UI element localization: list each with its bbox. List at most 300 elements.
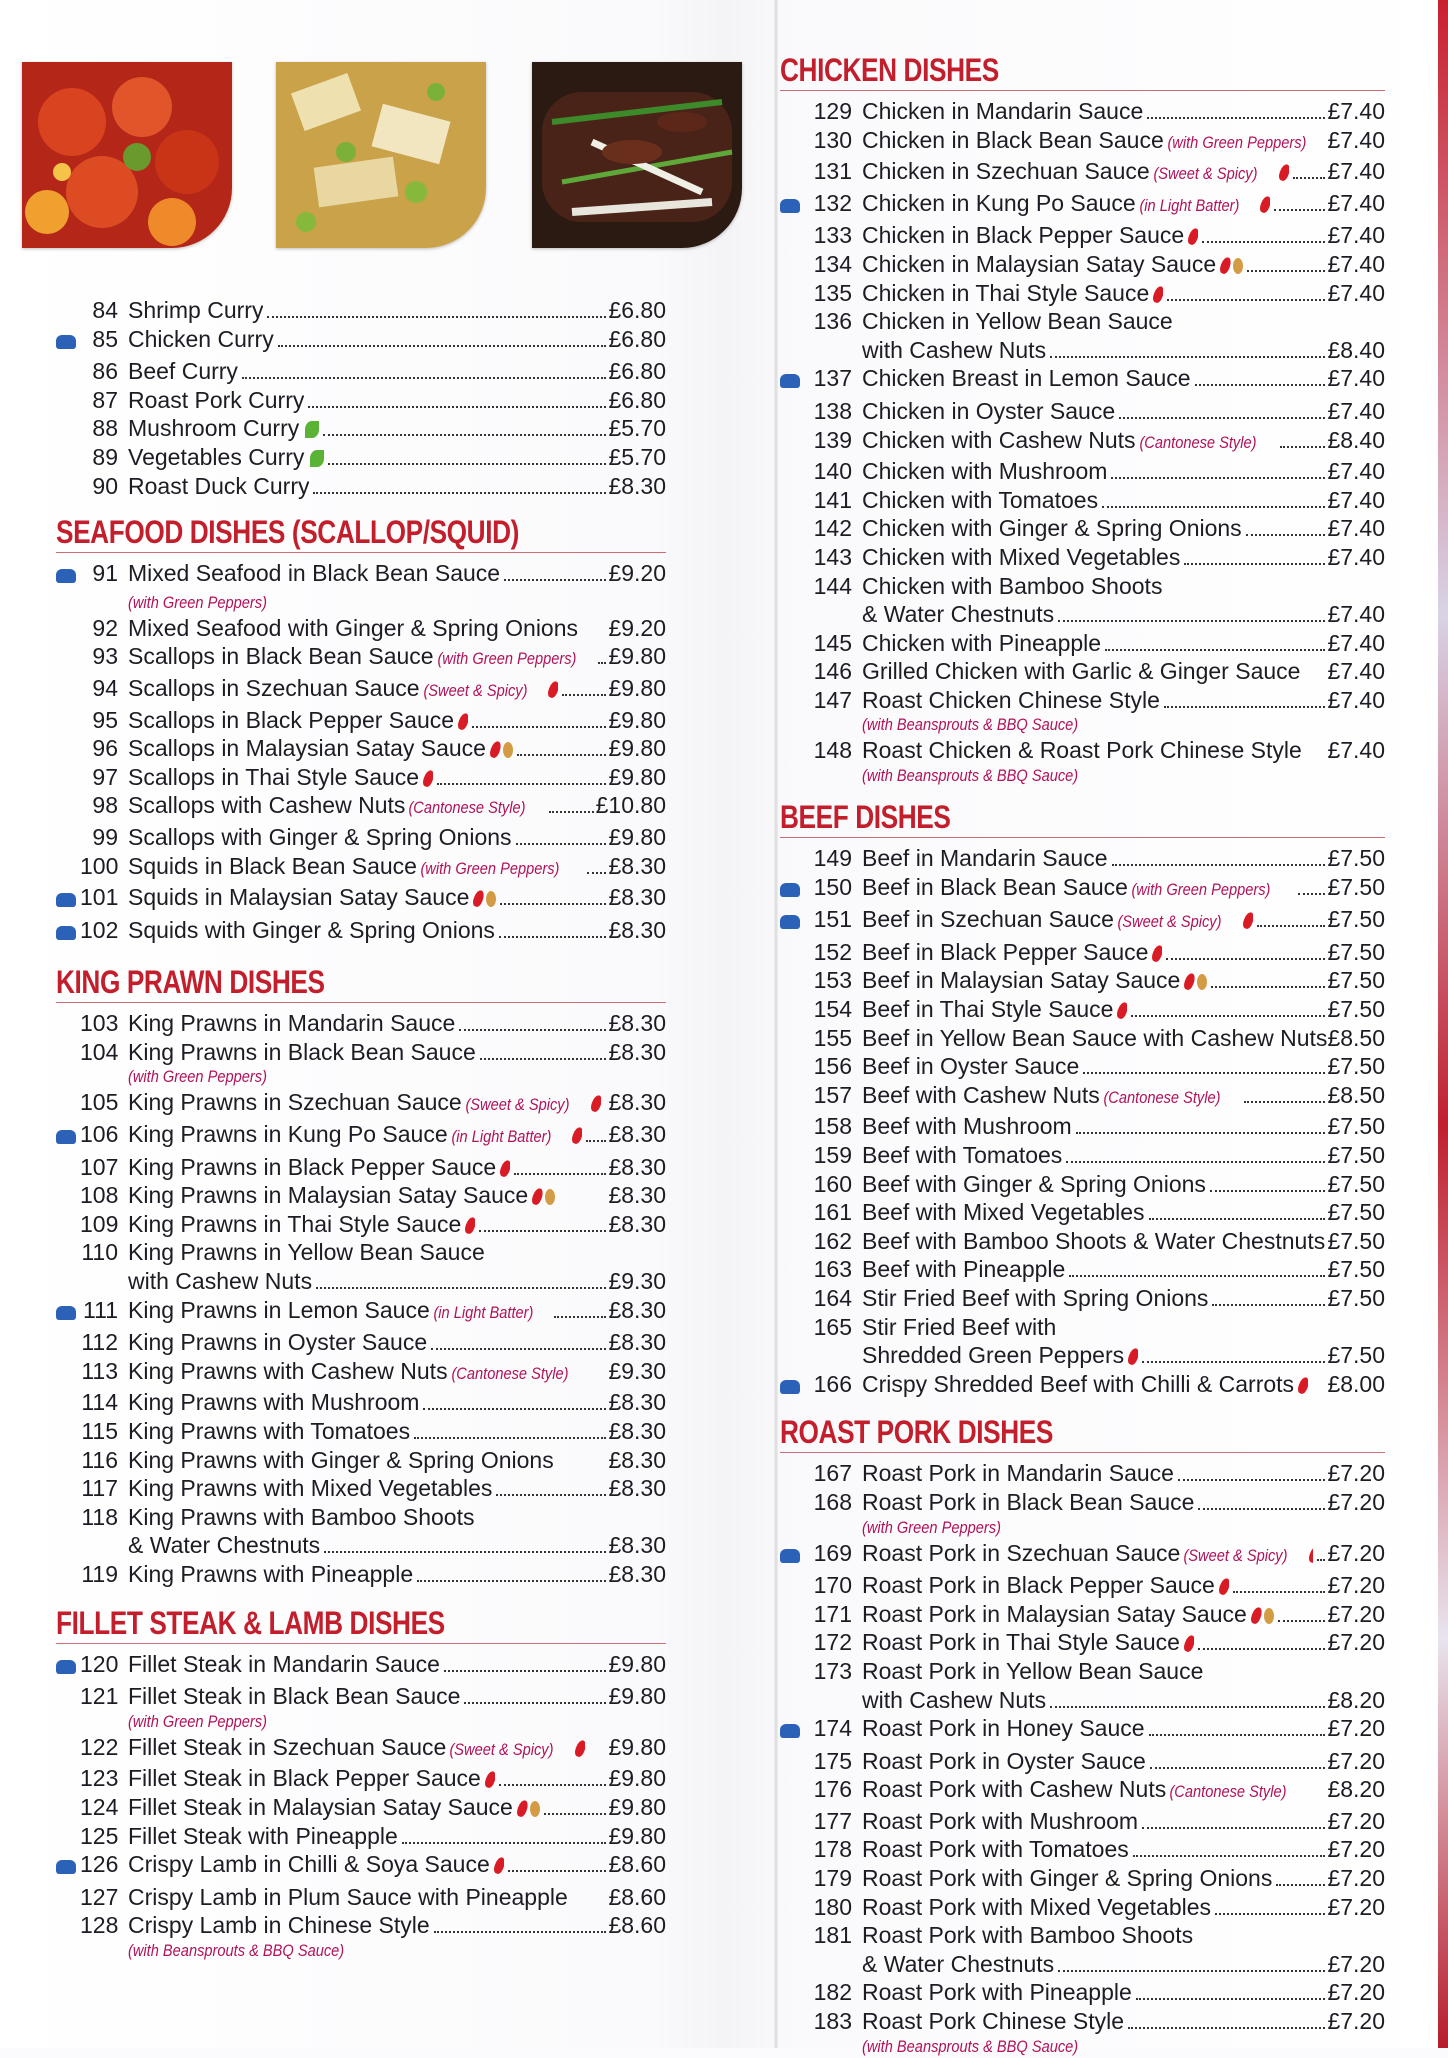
chili-icon: [421, 769, 433, 788]
item-number: 158: [813, 1113, 852, 1140]
menu-item: [780, 1864, 1385, 1893]
item-name: Scallops in Thai Style Sauce: [128, 763, 433, 792]
item-number: 152: [813, 938, 852, 965]
item-name: King Prawns in Black Bean Sauce: [128, 1038, 476, 1065]
item-name: Roast Pork with Mushroom: [862, 1807, 1139, 1834]
item-note: (in Light Batter): [451, 1127, 552, 1147]
item-price: £7.50: [1327, 1342, 1385, 1369]
item-name: Beef with Pineapple: [862, 1256, 1066, 1283]
dot-leader: [464, 1702, 606, 1704]
dot-leader: [459, 1029, 606, 1031]
dot-leader: [1233, 1591, 1326, 1593]
item-number: 163: [813, 1256, 852, 1283]
menu-item: [780, 1714, 1385, 1747]
chef-hat-icon: [56, 335, 76, 349]
item-price: £7.50: [1327, 996, 1385, 1023]
menu-item: [780, 736, 1385, 765]
menu-item: [56, 1357, 666, 1389]
item-name: Beef with Mixed Vegetables: [862, 1199, 1145, 1226]
section-title: KING PRAWN DISHES: [56, 964, 325, 1001]
menu-item: [56, 734, 666, 763]
peanut-icon: [1233, 258, 1243, 274]
dot-leader: [508, 1870, 607, 1872]
item-name: Chicken with Mushroom: [862, 458, 1108, 485]
item-number: 114: [81, 1389, 118, 1416]
menu-item: [56, 1682, 666, 1711]
item-price: £7.20: [1327, 1807, 1385, 1834]
item-price: £7.40: [1327, 515, 1385, 542]
item-number: 123: [80, 1765, 119, 1792]
item-number: 101: [80, 884, 119, 911]
menu-item: [780, 1170, 1385, 1199]
item-price: £7.40: [1327, 543, 1385, 570]
item-number: 109: [80, 1210, 119, 1237]
chef-recommend-slot: [56, 887, 80, 916]
item-price: £8.30: [608, 1153, 666, 1180]
menu-item: [56, 1153, 666, 1182]
item-name: Beef in Mandarin Sauce: [862, 845, 1108, 872]
chef-hat-icon: [56, 569, 76, 583]
item-name: Roast Pork in Honey Sauce: [862, 1715, 1145, 1742]
item-price: £8.50: [1327, 1081, 1385, 1108]
menu-item: [56, 1883, 666, 1912]
item-name: Roast Duck Curry: [128, 472, 310, 499]
item-price: £7.50: [1327, 938, 1385, 965]
menu-item: [56, 357, 666, 386]
item-name: Chicken in Thai Style Sauce: [862, 279, 1163, 308]
item-name: King Prawns with Mixed Vegetables: [128, 1475, 493, 1502]
chef-hat-icon: [780, 1549, 800, 1563]
dot-leader: [444, 1670, 607, 1672]
dot-leader: [1131, 1015, 1325, 1017]
dot-leader: [1058, 620, 1325, 622]
dot-leader: [417, 1580, 606, 1582]
menu-item: [56, 1388, 666, 1417]
dot-leader: [242, 377, 607, 379]
dot-leader: [1198, 1508, 1325, 1510]
menu-item: [780, 1747, 1385, 1776]
item-note: (with Green Peppers): [1167, 132, 1307, 152]
dot-leader: [313, 492, 606, 494]
item-price: £9.30: [608, 1268, 666, 1295]
item-number: 178: [813, 1836, 852, 1863]
menu-item: [56, 592, 666, 614]
item-number: 129: [813, 98, 852, 124]
item-price: £8.60: [608, 1883, 666, 1910]
dot-leader: [554, 1316, 606, 1318]
item-price: £7.40: [1327, 601, 1385, 628]
item-price: £8.30: [608, 852, 666, 879]
item-name: Mixed Seafood with Ginger & Spring Onions: [128, 614, 579, 641]
chili-icon: [1182, 1634, 1194, 1653]
menu-item: [780, 1600, 1385, 1629]
item-price: £8.00: [1327, 1370, 1385, 1397]
item-number: 157: [813, 1081, 852, 1108]
item-price: £7.40: [1327, 629, 1385, 656]
menu-item: [56, 1009, 666, 1038]
item-price: £8.30: [608, 472, 666, 499]
dot-leader: [1257, 925, 1326, 927]
item-price: £8.30: [608, 1210, 666, 1237]
dot-leader: [308, 406, 606, 408]
chef-recommend-slot: [780, 193, 804, 222]
dot-leader: [500, 903, 606, 905]
item-name: Roast Pork in Yellow Bean Sauce: [862, 1657, 1204, 1684]
dot-leader: [472, 726, 606, 728]
menu-item: [56, 1120, 666, 1153]
menu-item: [780, 938, 1385, 967]
menu-item: [780, 1313, 1385, 1342]
item-price: £7.50: [1327, 1113, 1385, 1140]
section-title: FILLET STEAK & LAMB DISHES: [56, 1604, 445, 1641]
item-name: King Prawns in Thai Style Sauce: [128, 1210, 475, 1239]
menu-item: [780, 1571, 1385, 1600]
chili-icon: [589, 1094, 601, 1113]
item-price: £8.30: [608, 916, 666, 943]
item-number: 131: [813, 158, 852, 185]
section-heading-block: [780, 50, 1385, 91]
item-name: Squids with Ginger & Spring Onions: [128, 916, 495, 943]
chili-icon: [547, 680, 559, 699]
item-number: 135: [813, 279, 852, 306]
item-number: 112: [81, 1329, 118, 1356]
dot-leader: [1164, 706, 1326, 708]
item-name: Chicken with Mixed Vegetables: [862, 543, 1181, 570]
menu-item: [780, 1370, 1385, 1403]
chili-icon: [1249, 1606, 1263, 1625]
menu-item: [56, 614, 666, 643]
dot-leader: [437, 783, 606, 785]
item-name-continued: Shredded Green Peppers: [862, 1341, 1138, 1370]
chili-icon: [492, 1856, 504, 1875]
item-price: £7.40: [1327, 397, 1385, 424]
dot-leader: [328, 463, 606, 465]
dot-leader: [1058, 1970, 1325, 1972]
item-number: 142: [813, 515, 852, 542]
dot-leader: [1293, 177, 1326, 179]
menu-item: [780, 1978, 1385, 2007]
menu-item: [780, 1517, 1385, 1539]
dot-leader: [1149, 1218, 1326, 1220]
item-price: £8.30: [608, 1532, 666, 1559]
menu-item: [780, 364, 1385, 397]
item-price: £7.40: [1327, 222, 1385, 249]
item-name: Chicken in Oyster Sauce: [862, 397, 1116, 424]
chef-recommend-slot: [56, 1854, 80, 1883]
menu-item: [56, 823, 666, 852]
item-number: 103: [80, 1010, 119, 1037]
chili-icon: [1116, 1001, 1128, 1020]
menu-item: [56, 1417, 666, 1446]
peanut-icon: [1264, 1608, 1274, 1624]
dot-leader: [1119, 417, 1325, 419]
dot-leader: [504, 579, 606, 581]
item-number: 116: [81, 1446, 118, 1473]
item-note: (Cantonese Style): [1103, 1087, 1221, 1107]
chef-hat-icon: [780, 1724, 800, 1738]
item-price: £7.20: [1327, 1600, 1385, 1627]
menu-item: [780, 157, 1385, 189]
item-price: £7.20: [1327, 2008, 1385, 2035]
item-price: £8.60: [608, 1851, 666, 1878]
menu-item: [56, 791, 666, 823]
item-price: £7.20: [1327, 1865, 1385, 1892]
item-name: King Prawns in Yellow Bean Sauce: [128, 1239, 485, 1266]
item-number: 167: [813, 1460, 852, 1487]
item-price: £9.80: [608, 735, 666, 762]
chef-hat-icon: [56, 893, 76, 907]
item-number: 124: [80, 1793, 119, 1820]
dot-leader: [1244, 1101, 1326, 1103]
dot-leader: [431, 1348, 606, 1350]
item-price: £8.20: [1327, 1686, 1385, 1713]
item-price: £7.50: [1327, 1053, 1385, 1080]
menu-item: [56, 559, 666, 592]
item-number: 161: [813, 1199, 852, 1226]
item-price: £7.40: [1327, 158, 1385, 185]
menu-item: [56, 443, 666, 472]
item-price: £8.30: [608, 1560, 666, 1587]
item-price: £7.20: [1327, 1715, 1385, 1742]
menu-item: [780, 1198, 1385, 1227]
item-number: 120: [80, 1650, 119, 1677]
menu-item: [780, 2036, 1385, 2058]
item-name: Roast Pork with Mixed Vegetables: [862, 1893, 1212, 1920]
item-name: King Prawns with Cashew Nuts (Cantonese Style): [128, 1357, 588, 1389]
item-name: Beef in Black Pepper Sauce: [862, 938, 1162, 967]
menu-item: [56, 1940, 666, 1962]
dot-leader: [423, 1408, 606, 1410]
item-subnote: (with Green Peppers): [862, 1517, 1001, 1537]
item-number: 174: [813, 1715, 852, 1742]
chef-hat-icon: [780, 199, 800, 213]
dot-leader: [316, 1287, 606, 1289]
item-price: £7.20: [1327, 1572, 1385, 1599]
item-name: Roast Pork with Tomatoes: [862, 1836, 1129, 1863]
item-number: 126: [80, 1851, 119, 1878]
chili-icon: [1277, 163, 1289, 182]
chili-icon: [531, 1187, 545, 1206]
dot-leader: [1166, 958, 1325, 960]
item-number: 171: [813, 1600, 852, 1627]
chili-icon: [1296, 1376, 1308, 1395]
menu-item: [780, 221, 1385, 250]
item-price: £8.50: [1327, 1024, 1385, 1051]
item-number: 121: [80, 1683, 119, 1710]
item-number: 91: [92, 560, 118, 587]
item-number: 86: [92, 358, 118, 385]
item-price: £9.80: [608, 1822, 666, 1849]
chef-recommend-slot: [780, 1718, 804, 1747]
item-price: £7.20: [1327, 1539, 1385, 1566]
item-name: Beef in Yellow Bean Sauce with Cashew Nuts: [862, 1024, 1328, 1051]
dot-leader: [1210, 1190, 1326, 1192]
item-name: Roast Pork in Mandarin Sauce: [862, 1460, 1174, 1487]
item-number: 145: [813, 629, 852, 656]
item-number: 96: [92, 735, 118, 762]
item-name-continued: with Cashew Nuts: [862, 336, 1047, 363]
dot-leader: [323, 434, 606, 436]
peanut-icon: [486, 891, 496, 907]
item-name: King Prawns in Oyster Sauce: [128, 1329, 428, 1356]
item-name: Chicken in Black Bean Sauce (with Green Peppers): [862, 126, 1327, 158]
chili-icon: [1183, 972, 1197, 991]
item-number: 153: [813, 967, 852, 994]
item-price: £9.80: [608, 1650, 666, 1677]
dot-leader: [1212, 1304, 1325, 1306]
chef-hat-icon: [56, 926, 76, 940]
menu-item: [56, 916, 666, 949]
item-price: £7.50: [1327, 873, 1385, 900]
item-name: Fillet Steak in Malaysian Satay Sauce: [128, 1793, 540, 1822]
menu-item: [780, 572, 1385, 601]
item-price: £8.40: [1327, 336, 1385, 363]
menu-item: [780, 1052, 1385, 1081]
item-name: Scallops in Black Bean Sauce (with Green Peppers): [128, 642, 594, 674]
item-price: £9.80: [608, 1793, 666, 1820]
item-number: 118: [81, 1503, 118, 1530]
item-number: 136: [813, 308, 852, 335]
left-menu-column: [56, 296, 666, 1962]
item-name: King Prawns with Bamboo Shoots: [128, 1503, 475, 1530]
menu-item: [56, 325, 666, 358]
menu-item: [56, 1038, 666, 1067]
chef-hat-icon: [780, 374, 800, 388]
menu-item: [780, 1835, 1385, 1864]
dot-leader: [1198, 1648, 1326, 1650]
item-price: £8.30: [608, 1010, 666, 1037]
item-name: Crispy Shredded Beef with Chilli & Carrots: [862, 1370, 1308, 1399]
item-subnote: (with Green Peppers): [128, 1711, 267, 1731]
item-price: £8.30: [608, 1389, 666, 1416]
item-note: (Cantonese Style): [1169, 1782, 1287, 1802]
item-name: King Prawns with Ginger & Spring Onions: [128, 1446, 554, 1473]
item-number: 182: [813, 1979, 852, 2006]
item-price: £9.80: [608, 823, 666, 850]
item-name: King Prawns in Szechuan Sauce (Sweet & Spicy): [128, 1088, 601, 1120]
chili-icon: [1308, 1545, 1314, 1564]
chili-icon: [1187, 227, 1199, 246]
item-name: Crispy Lamb in Chinese Style: [128, 1912, 430, 1939]
item-number: 173: [813, 1657, 852, 1684]
item-name: Roast Pork with Cashew Nuts (Cantonese Style): [862, 1775, 1306, 1807]
item-price: £7.40: [1327, 250, 1385, 277]
item-price: £7.40: [1327, 189, 1385, 216]
section-heading-block: [780, 797, 1385, 838]
item-number: 148: [813, 737, 852, 764]
item-price: £8.20: [1327, 1776, 1385, 1803]
item-number: 155: [813, 1024, 852, 1051]
menu-item: [780, 1628, 1385, 1657]
menu-item: [780, 686, 1385, 715]
menu-item: [780, 1488, 1385, 1517]
dot-leader: [1317, 1559, 1325, 1561]
menu-item: [780, 873, 1385, 906]
item-price: £7.20: [1327, 1460, 1385, 1487]
item-number: 139: [813, 426, 852, 453]
item-number: 100: [80, 852, 119, 879]
item-name: Beef in Black Bean Sauce (with Green Peppers): [862, 873, 1294, 905]
chef-recommend-slot: [56, 920, 80, 949]
dot-leader: [1195, 384, 1326, 386]
item-price: £8.30: [608, 1038, 666, 1065]
curry-dish-photo: [276, 62, 486, 248]
chef-recommend-slot: [56, 1654, 80, 1683]
item-name: Chicken with Ginger & Spring Onions: [862, 515, 1242, 542]
page-edge-strip: [1438, 0, 1448, 2048]
item-number: 134: [813, 250, 852, 277]
item-name: Fillet Steak with Pineapple: [128, 1822, 398, 1849]
chili-icon: [1219, 256, 1233, 275]
vegetarian-leaf-icon: [305, 421, 319, 438]
item-price: £9.80: [608, 643, 666, 670]
item-number: 97: [92, 763, 118, 790]
item-name: Stir Fried Beef with: [862, 1313, 1057, 1340]
chili-icon: [1151, 944, 1163, 963]
item-name: Roast Chicken & Roast Pork Chinese Style: [862, 737, 1302, 764]
section-heading-block: [56, 512, 666, 553]
menu-item: [780, 995, 1385, 1024]
chef-recommend-slot: [780, 877, 804, 906]
item-name-continued: & Water Chestnuts: [862, 1950, 1055, 1977]
menu-item: [780, 1921, 1385, 1950]
item-number: 143: [813, 543, 852, 570]
dot-leader: [1105, 649, 1325, 651]
menu-item: [780, 279, 1385, 308]
chili-icon: [574, 1739, 586, 1758]
item-name: King Prawns in Black Pepper Sauce: [128, 1153, 510, 1182]
item-subnote: (with Beansprouts & BBQ Sauce): [862, 766, 1079, 786]
item-price: £9.20: [608, 614, 666, 641]
item-price: £7.50: [1327, 1284, 1385, 1311]
dot-leader: [1128, 2027, 1325, 2029]
item-name: King Prawns in Lemon Sauce (in Light Batter): [128, 1296, 550, 1328]
dot-leader: [1167, 299, 1325, 301]
item-note: (with Green Peppers): [437, 649, 576, 669]
chili-icon: [1258, 195, 1270, 214]
item-note: (in Light Batter): [433, 1302, 534, 1322]
peanut-icon: [503, 742, 513, 758]
item-name: Chicken in Mandarin Sauce: [862, 98, 1144, 124]
chef-hat-icon: [56, 1660, 76, 1674]
chili-icon: [488, 740, 502, 759]
dot-leader: [1298, 893, 1326, 895]
item-number: 98: [92, 792, 118, 819]
menu-item: [56, 642, 666, 674]
item-note: (Sweet & Spicy): [422, 680, 527, 700]
item-number: 105: [80, 1089, 119, 1116]
menu-item: [56, 1560, 666, 1589]
item-subnote: (with Beansprouts & BBQ Sauce): [862, 2036, 1079, 2056]
item-number: 151: [813, 906, 852, 933]
item-number: 165: [813, 1313, 852, 1340]
item-number: 111: [83, 1296, 118, 1323]
item-price: £7.50: [1327, 967, 1385, 994]
item-name: Beef in Malaysian Satay Sauce: [862, 966, 1207, 995]
item-name: Chicken Curry: [128, 325, 274, 352]
item-name: Crispy Lamb in Chilli & Soya Sauce: [128, 1850, 504, 1879]
item-name: Vegetables Curry: [128, 443, 324, 472]
item-price: £7.40: [1327, 279, 1385, 306]
peanut-icon: [530, 1801, 540, 1817]
item-price: £7.40: [1327, 365, 1385, 392]
menu-item: [780, 336, 1385, 365]
item-name: Chicken with Bamboo Shoots: [862, 572, 1163, 599]
item-name: Beef Curry: [128, 358, 238, 385]
item-price: £7.50: [1327, 906, 1385, 933]
item-name: Scallops with Cashew Nuts (Cantonese Style): [128, 791, 545, 823]
menu-item: [780, 844, 1385, 873]
